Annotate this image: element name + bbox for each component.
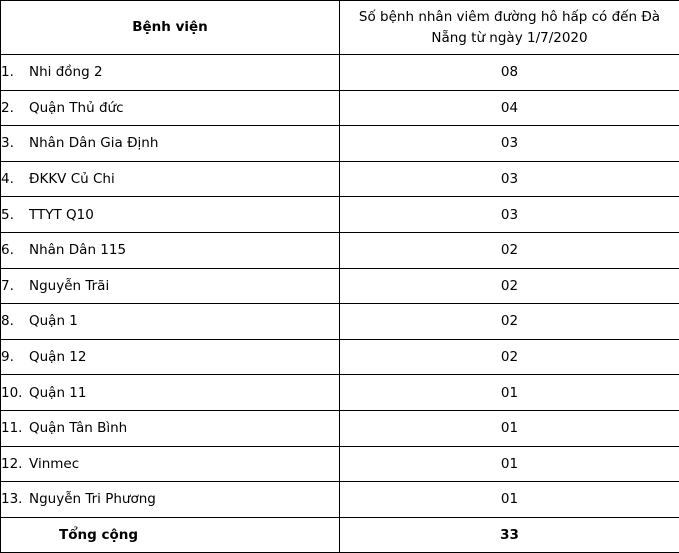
cell-hospital-name bbox=[1, 304, 340, 340]
cell-patient-count: 08 bbox=[340, 55, 679, 91]
cell-hospital-name bbox=[1, 339, 340, 375]
table-row bbox=[1, 232, 679, 268]
row-label: Quận 11 bbox=[29, 385, 86, 401]
table-row bbox=[1, 410, 679, 446]
table-header bbox=[1, 1, 679, 55]
header-row bbox=[1, 1, 679, 55]
row-index: 2. bbox=[1, 100, 29, 116]
table-row bbox=[1, 55, 679, 91]
cell-patient-count: 01 bbox=[340, 375, 679, 411]
cell-patient-count: 03 bbox=[340, 126, 679, 162]
table-total-row bbox=[1, 517, 679, 553]
cell-hospital-name bbox=[1, 410, 340, 446]
cell-patient-count: 02 bbox=[340, 268, 679, 304]
table-row bbox=[1, 339, 679, 375]
cell-patient-count: 03 bbox=[340, 161, 679, 197]
cell-patient-count: 03 bbox=[340, 197, 679, 233]
cell-patient-count: 04 bbox=[340, 90, 679, 126]
cell-hospital-name bbox=[1, 375, 340, 411]
table-row bbox=[1, 482, 679, 518]
cell-patient-count: 02 bbox=[340, 339, 679, 375]
cell-hospital-name bbox=[1, 90, 340, 126]
row-label: Quận Tân Bình bbox=[29, 420, 127, 436]
row-index: 4. bbox=[1, 171, 29, 187]
cell-patient-count: 02 bbox=[340, 304, 679, 340]
cell-hospital-name bbox=[1, 232, 340, 268]
row-index: 3. bbox=[1, 135, 29, 151]
column-header-patient-count: Số bệnh nhân viêm đường hô hấp có đến Đà Nẵng từ ngày 1/7/2020 bbox=[340, 1, 679, 55]
cell-total-label: Tổng cộng bbox=[1, 517, 340, 553]
cell-hospital-name bbox=[1, 161, 340, 197]
row-index: 12. bbox=[1, 456, 29, 472]
table-row bbox=[1, 161, 679, 197]
table-row bbox=[1, 126, 679, 162]
table-row bbox=[1, 268, 679, 304]
row-label: Nguyễn Tri Phương bbox=[29, 491, 156, 507]
table-row bbox=[1, 304, 679, 340]
cell-hospital-name bbox=[1, 197, 340, 233]
row-label: Quận 12 bbox=[29, 349, 86, 365]
cell-hospital-name bbox=[1, 126, 340, 162]
row-label: Vinmec bbox=[29, 456, 79, 472]
row-index: 7. bbox=[1, 278, 29, 294]
column-header-hospital: Bệnh viện bbox=[1, 1, 340, 55]
cell-patient-count: 01 bbox=[340, 446, 679, 482]
table-row bbox=[1, 446, 679, 482]
cell-total-value: 33 bbox=[340, 517, 679, 553]
row-index: 6. bbox=[1, 242, 29, 258]
row-index: 10. bbox=[1, 385, 29, 401]
row-label: Nguyễn Trãi bbox=[29, 278, 109, 294]
table-row bbox=[1, 90, 679, 126]
cell-patient-count: 01 bbox=[340, 410, 679, 446]
row-index: 8. bbox=[1, 313, 29, 329]
row-label: Nhân Dân Gia Định bbox=[29, 135, 158, 151]
row-label: Quận 1 bbox=[29, 313, 78, 329]
row-label: Nhi đồng 2 bbox=[29, 64, 103, 80]
table-row bbox=[1, 375, 679, 411]
row-index: 5. bbox=[1, 207, 29, 223]
row-index: 1. bbox=[1, 64, 29, 80]
cell-hospital-name bbox=[1, 446, 340, 482]
row-label: TTYT Q10 bbox=[29, 207, 94, 223]
row-index: 11. bbox=[1, 420, 29, 436]
cell-hospital-name bbox=[1, 482, 340, 518]
row-index: 9. bbox=[1, 349, 29, 365]
cell-patient-count: 02 bbox=[340, 232, 679, 268]
row-label: Nhân Dân 115 bbox=[29, 242, 126, 258]
cell-hospital-name bbox=[1, 268, 340, 304]
row-index: 13. bbox=[1, 491, 29, 507]
row-label: ĐKKV Củ Chi bbox=[29, 171, 115, 187]
table-row bbox=[1, 197, 679, 233]
cell-hospital-name bbox=[1, 55, 340, 91]
table-body bbox=[1, 55, 679, 553]
row-label: Quận Thủ đức bbox=[29, 100, 124, 116]
cell-patient-count: 01 bbox=[340, 482, 679, 518]
